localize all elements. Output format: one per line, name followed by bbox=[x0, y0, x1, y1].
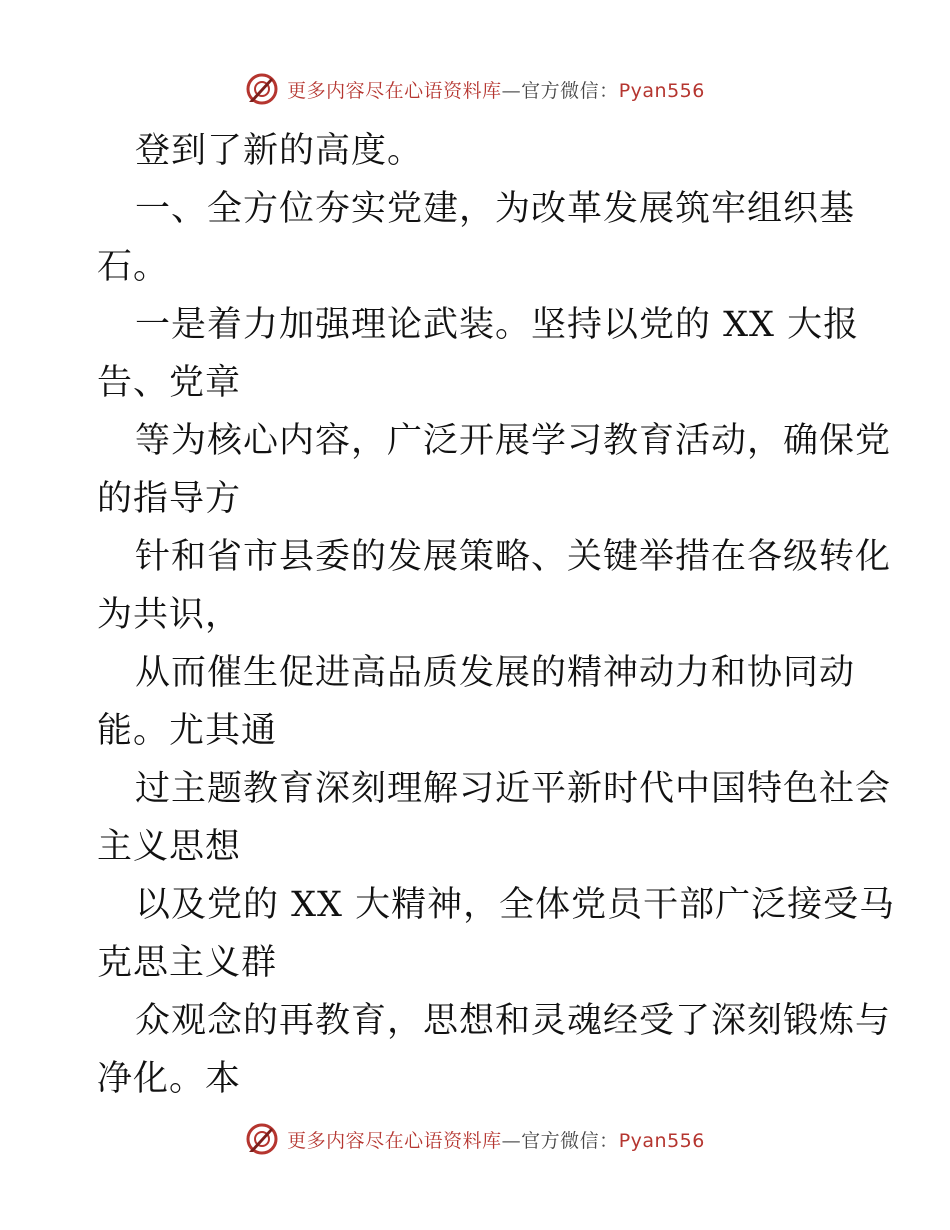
text-line: 能。尤其通 bbox=[97, 711, 278, 751]
header-banner bbox=[0, 72, 950, 106]
banner-title: 更多内容尽在心语资料库 bbox=[287, 1129, 502, 1152]
footer-banner bbox=[0, 1122, 950, 1156]
banner-separator: — bbox=[501, 1129, 522, 1152]
text-line: 一、全方位夯实党建，为改革发展筑牢组织基 bbox=[135, 189, 856, 229]
quill-logo-icon bbox=[245, 72, 279, 106]
quill-logo-icon bbox=[245, 1122, 279, 1156]
text-line: 针和省市县委的发展策略、关键举措在各级转化 bbox=[135, 537, 892, 577]
banner-separator: — bbox=[501, 79, 522, 102]
text-line: 的指导方 bbox=[97, 479, 242, 519]
document-body bbox=[97, 122, 896, 1108]
text-line: 登到了新的高度。 bbox=[135, 131, 424, 171]
text-line: 众观念的再教育，思想和灵魂经受了深刻锻炼与 bbox=[135, 1001, 892, 1041]
text-line: 一是着力加强理论武装。坚持以党的 XX 大报 bbox=[135, 305, 860, 345]
text-line: 石。 bbox=[97, 247, 170, 287]
text-line: 净化。本 bbox=[97, 1059, 242, 1099]
text-line: 主义思想 bbox=[97, 827, 242, 867]
text-line: 等为核心内容，广泛开展学习教育活动，确保党 bbox=[135, 421, 892, 461]
text-line: 克思主义群 bbox=[97, 943, 278, 983]
text-line: 告、党章 bbox=[97, 363, 242, 403]
text-line: 以及党的 XX 大精神，全体党员干部广泛接受马 bbox=[135, 885, 896, 925]
banner-wechat-id: Pyan556 bbox=[618, 79, 705, 102]
banner-wechat-id: Pyan556 bbox=[618, 1129, 705, 1152]
text-line: 为共识， bbox=[97, 595, 242, 635]
banner-title: 更多内容尽在心语资料库 bbox=[287, 79, 502, 102]
banner-wechat-label: 官方微信： bbox=[521, 1129, 619, 1152]
text-line: 过主题教育深刻理解习近平新时代中国特色社会 bbox=[135, 769, 892, 809]
banner-wechat-label: 官方微信： bbox=[521, 79, 619, 102]
text-line: 从而催生促进高品质发展的精神动力和协同动 bbox=[135, 653, 856, 693]
